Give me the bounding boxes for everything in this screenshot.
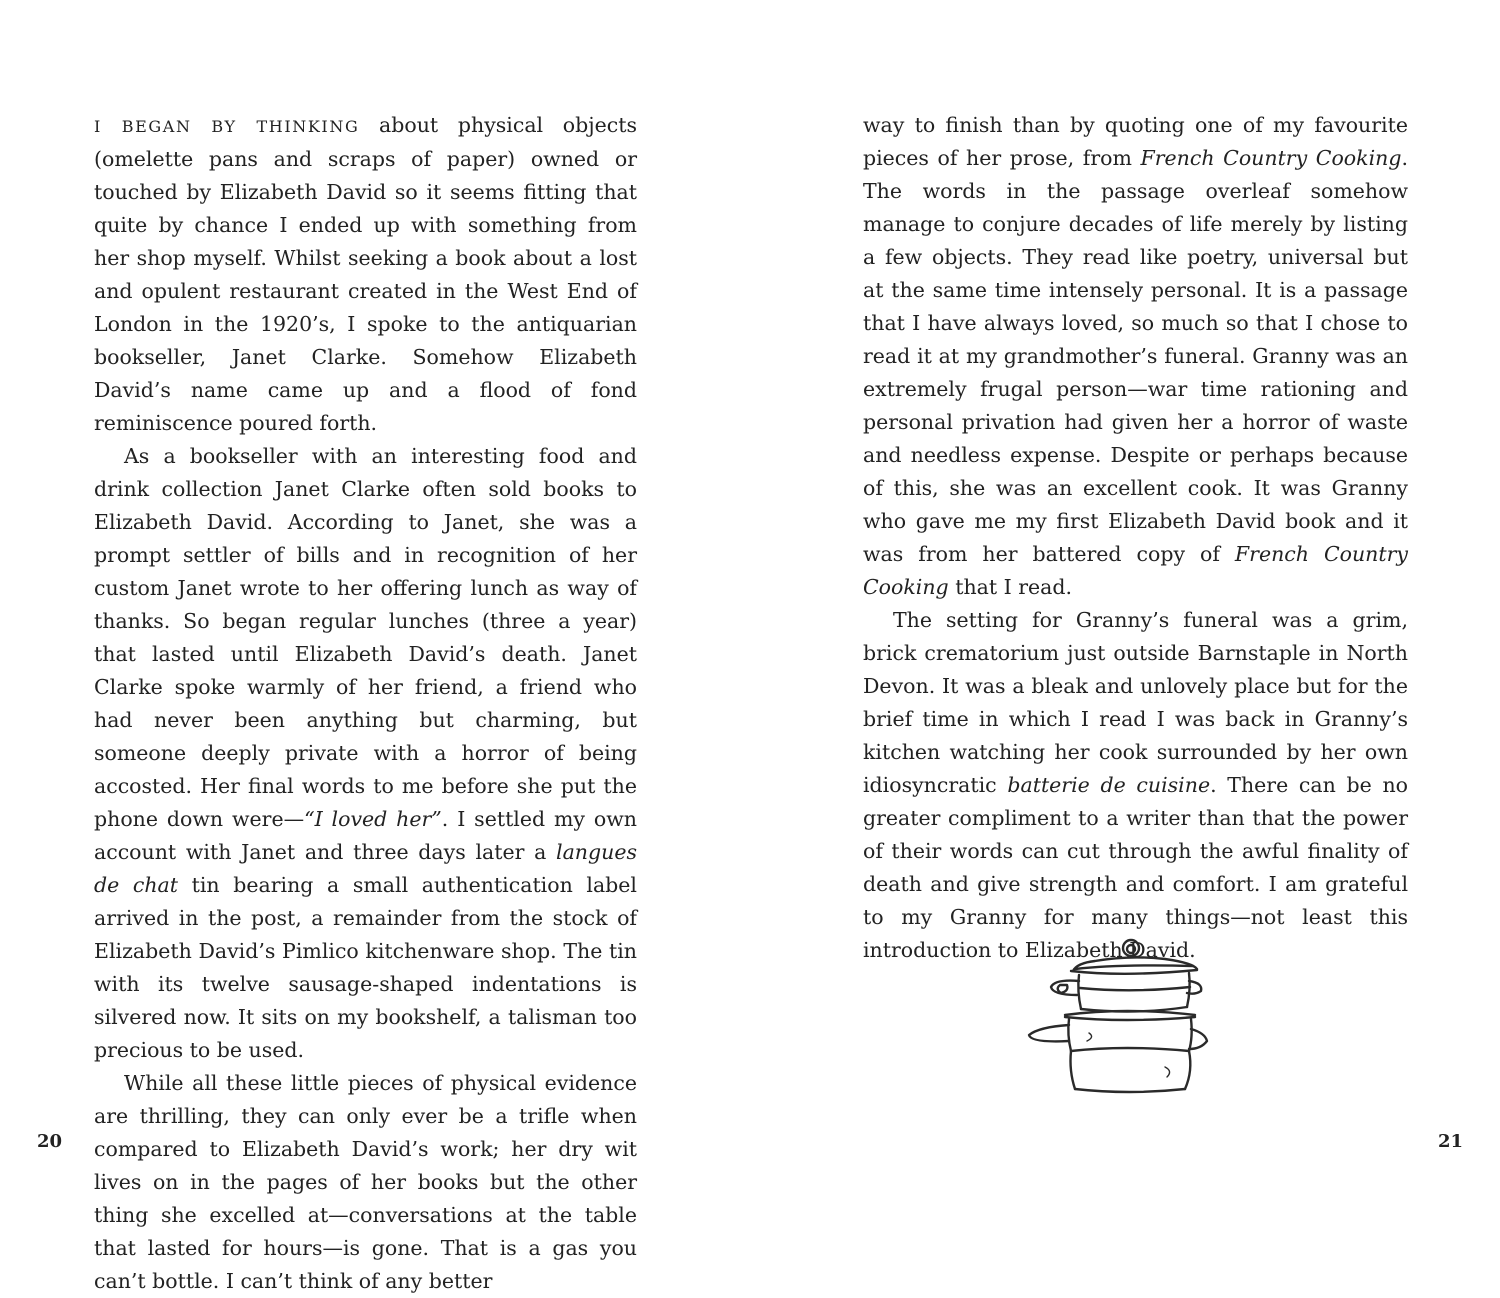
left-page — [0, 0, 750, 1293]
stacked-pots-sketch-icon — [1025, 933, 1210, 1098]
left-paragraph-2-text-c: tin bearing a small authentication label arrived in the post, a remainder from the stock of Elizabeth David’s Pimlico kitchenware shop. The tin with its twelve sausage-shaped indentations is silvered now. It sits on my bookshelf, a talisman too precious to be used. — [94, 873, 637, 1062]
term-langues-de-chat: langues de chat — [94, 840, 637, 897]
right-paragraph-1-text-c: that I read. — [948, 575, 1073, 599]
right-paragraph-1 — [863, 109, 1408, 604]
left-paragraph-3-text: While all these little pieces of physical evidence are thrilling, they can only ever be a trifle when compared to Elizabeth David’s work; her dry wit lives on in the pages of her books but the other thing she excelled at—conversations at the table that lasted for hours—is gone. That is a gas you can’t bottle. I can’t think of any better — [94, 1071, 637, 1293]
page-number-left: 20 — [37, 1131, 63, 1152]
page-number-right: 21 — [1437, 1131, 1463, 1152]
right-page-text — [863, 109, 1408, 967]
chapter-lead-in: I BEGAN BY THINKING — [94, 117, 360, 136]
left-paragraph-2-text-b: . I settled my own account with Janet and three days later a — [94, 807, 637, 864]
right-paragraph-1-text-b: . The words in the passage overleaf somehow manage to conjure decades of life merely by listing a few objects. They read like poetry, universal but at the same time intensely personal. It is a passage that I have always loved, so much so that I chose to read it at my grandmother’s funeral. Granny was an extremely frugal person—war time rationing and personal privation had given her a horror of waste and needless expense. Despite or perhaps because of this, she was an excellent cook. It was Granny who gave me my first Elizabeth David book and it was from her battered copy of — [863, 146, 1408, 566]
left-paragraph-2 — [94, 440, 637, 1067]
left-paragraph-1 — [94, 109, 637, 440]
quote-i-loved-her: “I loved her” — [304, 807, 442, 831]
left-paragraph-1-text: about physical objects (omelette pans and scraps of paper) owned or touched by Elizabeth David so it seems fitting that quite by chance I ended up with something from her shop myself. Whilst seeking a book about a lost and opulent restaurant created in the West End of London in the 1920’s, I spoke to the antiquarian bookseller, Janet Clarke. Somehow Elizabeth David’s name came up and a flood of fond reminiscence poured forth. — [94, 113, 637, 435]
right-paragraph-2 — [863, 604, 1408, 967]
left-page-text — [94, 109, 637, 1298]
right-paragraph-2-text-a: The setting for Granny’s funeral was a grim, brick crematorium just outside Barnstaple in North Devon. It was a bleak and unlovely place but for the brief time in which I read I was back in Granny’s kitchen watching her cook surrounded by her own idiosyncratic — [863, 608, 1408, 797]
right-paragraph-1-text-a: way to finish than by quoting one of my favourite pieces of her prose, from — [863, 113, 1408, 170]
book-title-french-country-cooking-2: French Country Cooking — [863, 542, 1408, 599]
right-paragraph-2-text-b: . There can be no greater compliment to a writer than that the power of their words can cut through the awful finality of death and give strength and comfort. I am grateful to my Granny for many things—not least this introduction to Elizabeth David. — [863, 773, 1408, 962]
right-page — [750, 0, 1500, 1188]
left-paragraph-3 — [94, 1067, 637, 1298]
book-title-french-country-cooking: French Country Cooking — [1140, 146, 1402, 170]
term-batterie-de-cuisine: batterie de cuisine — [1007, 773, 1211, 797]
left-paragraph-2-text-a: As a bookseller with an interesting food and drink collection Janet Clarke often sold books to Elizabeth David. According to Janet, she was a prompt settler of bills and in recognition of her custom Janet wrote to her offering lunch as way of thanks. So began regular lunches (three a year) that lasted until Elizabeth David’s death. Janet Clarke spoke warmly of her friend, a friend who had never been anything but charming, but someone deeply private with a horror of being accosted. Her final words to me before she put the phone down were— — [94, 444, 637, 831]
